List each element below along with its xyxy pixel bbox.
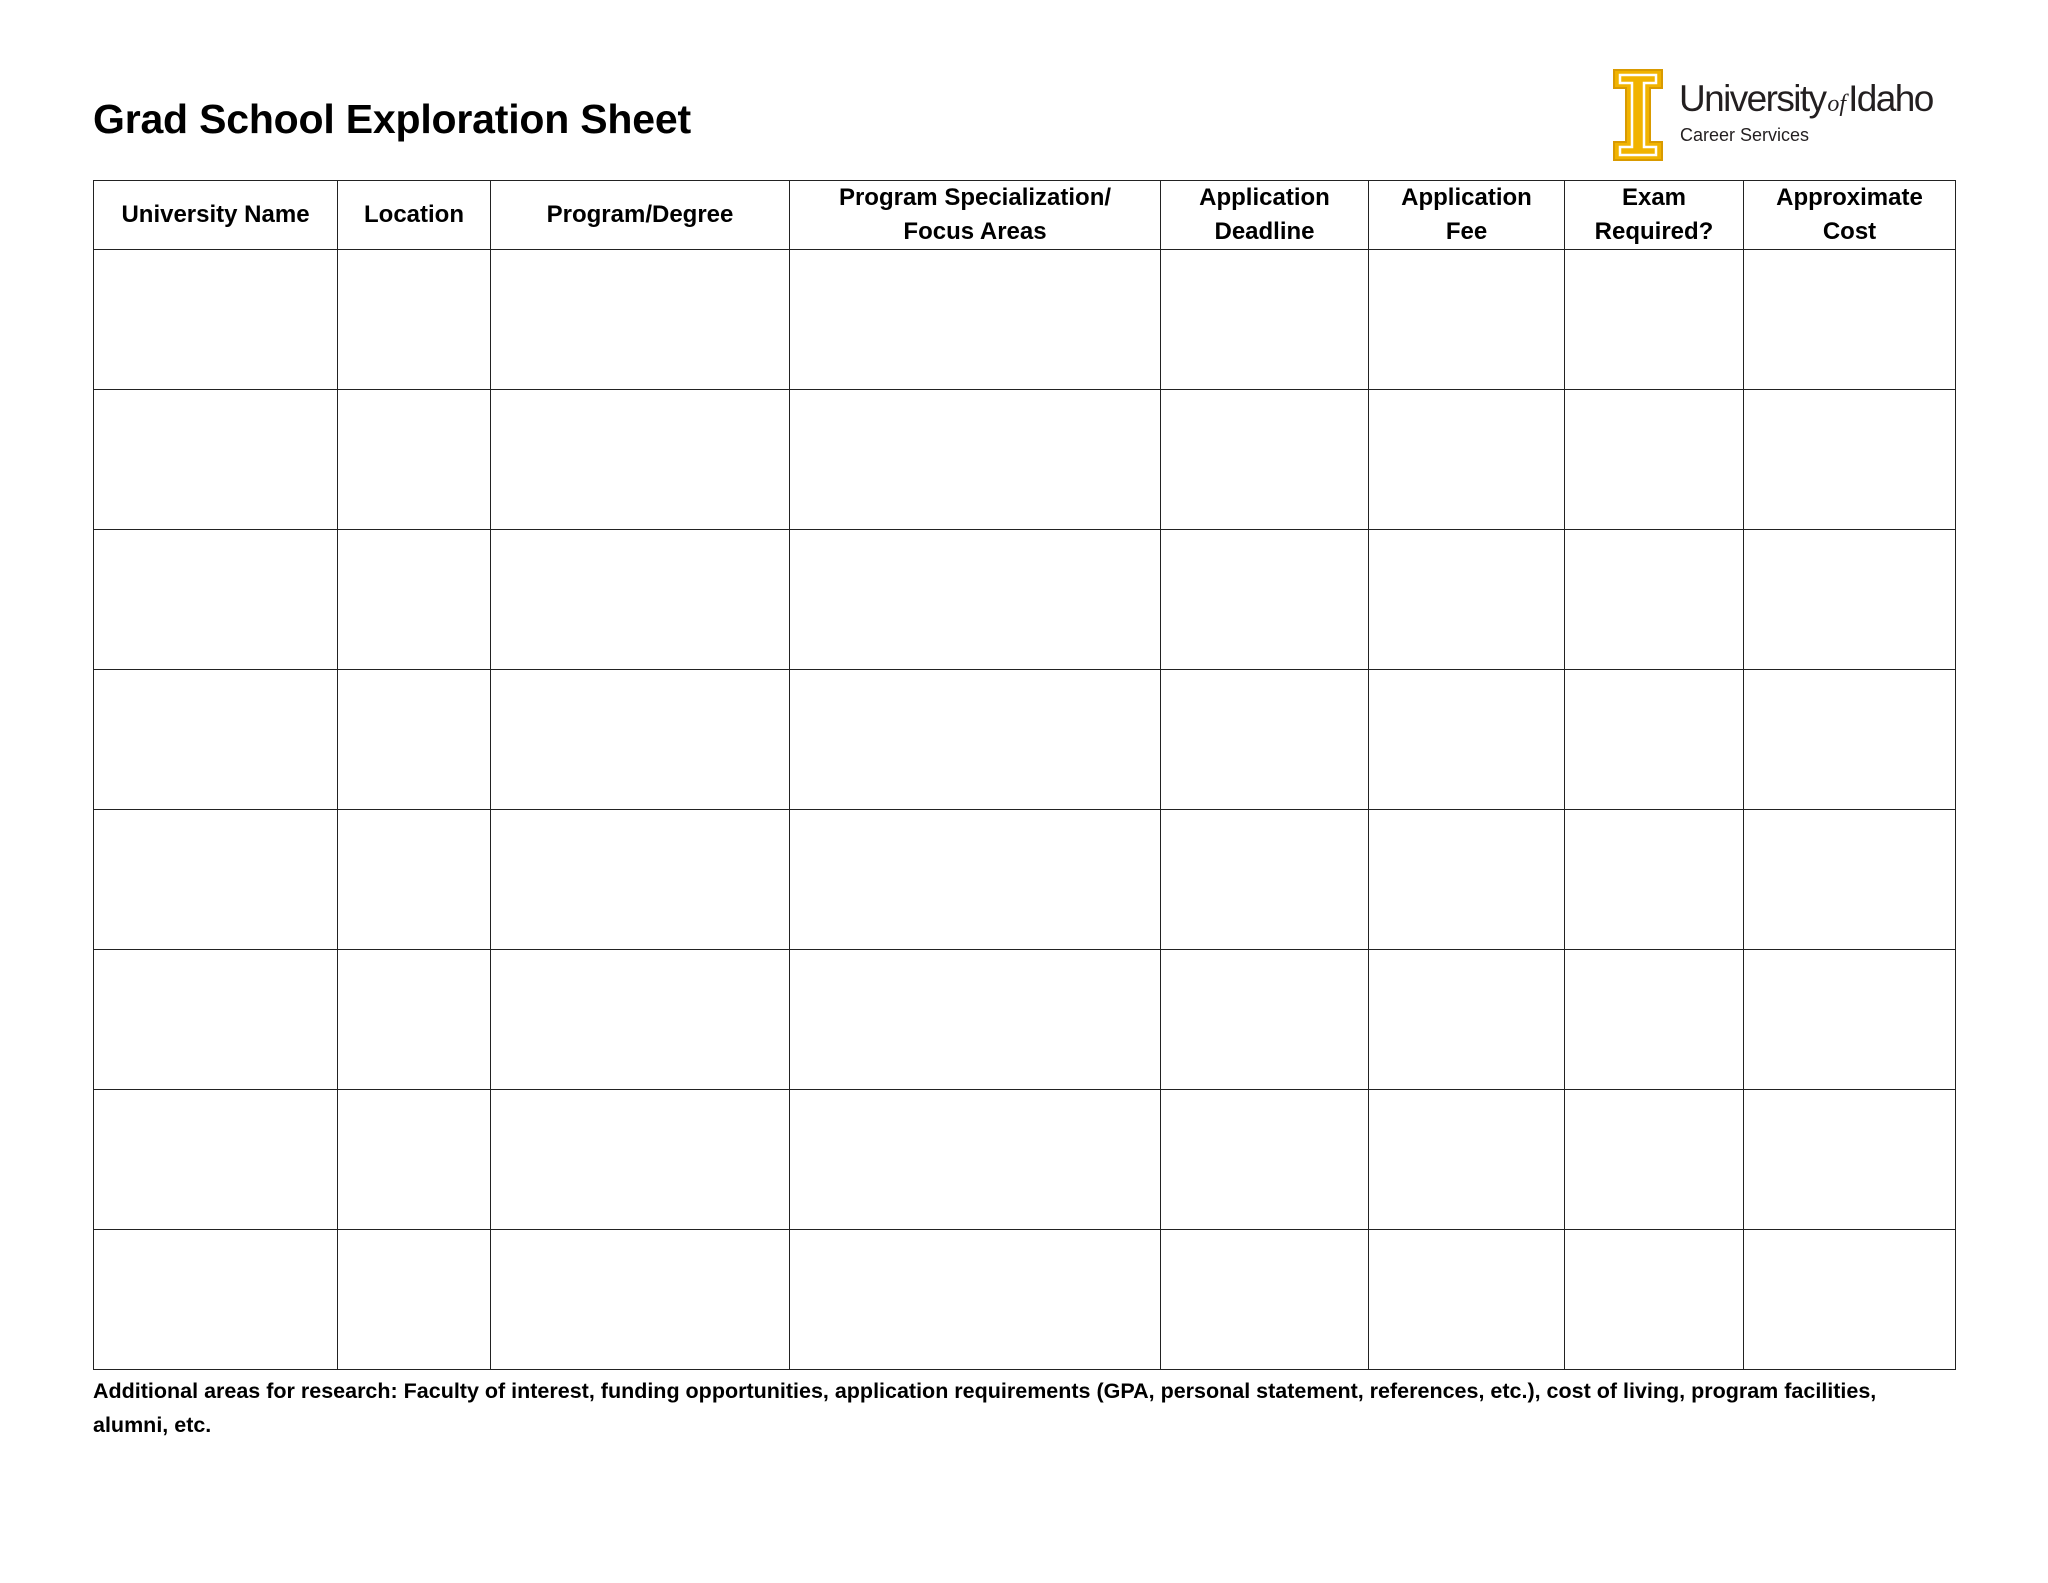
table-cell[interactable]	[1161, 1230, 1369, 1370]
table-cell[interactable]	[1565, 390, 1744, 530]
table-cell[interactable]	[1744, 390, 1956, 530]
column-header-line: Location	[364, 201, 464, 228]
column-header	[491, 181, 790, 250]
header-row	[94, 181, 1956, 250]
table-cell[interactable]	[491, 250, 790, 390]
table-cell[interactable]	[1744, 1230, 1956, 1370]
column-header-line: Cost	[1822, 218, 1877, 245]
table-cell[interactable]	[1565, 1090, 1744, 1230]
table-cell[interactable]	[1744, 670, 1956, 810]
table-cell[interactable]	[1161, 950, 1369, 1090]
table-cell[interactable]	[94, 250, 338, 390]
table-row	[94, 950, 1956, 1090]
table-cell[interactable]	[1161, 390, 1369, 530]
table-cell[interactable]	[790, 950, 1161, 1090]
table-cell[interactable]	[1744, 250, 1956, 390]
table-row	[94, 1090, 1956, 1230]
table-cell[interactable]	[1369, 1090, 1565, 1230]
table-body	[94, 250, 1956, 1370]
column-header	[1565, 181, 1744, 250]
table-cell[interactable]	[338, 950, 491, 1090]
table-cell[interactable]	[338, 390, 491, 530]
table-row	[94, 1230, 1956, 1370]
table-cell[interactable]	[1744, 530, 1956, 670]
table-cell[interactable]	[1161, 810, 1369, 950]
table-cell[interactable]	[491, 950, 790, 1090]
table-cell[interactable]	[338, 670, 491, 810]
table-cell[interactable]	[1565, 950, 1744, 1090]
table-row	[94, 390, 1956, 530]
column-header-line: Focus Areas	[903, 218, 1047, 245]
table-row	[94, 810, 1956, 950]
table-cell[interactable]	[1369, 1230, 1565, 1370]
table-cell[interactable]	[1369, 250, 1565, 390]
table-row	[94, 530, 1956, 670]
table-cell[interactable]	[1565, 250, 1744, 390]
table-cell[interactable]	[491, 810, 790, 950]
table-row	[94, 670, 1956, 810]
column-header-line: Required?	[1594, 218, 1714, 245]
exploration-table	[93, 180, 1956, 1370]
table-cell[interactable]	[94, 390, 338, 530]
table-cell[interactable]	[338, 810, 491, 950]
logo-name-end: Idaho	[1848, 78, 1933, 119]
column-header-line: Approximate	[1776, 184, 1923, 211]
table-cell[interactable]	[491, 530, 790, 670]
column-header-line: Deadline	[1214, 218, 1315, 245]
table-cell[interactable]	[491, 1090, 790, 1230]
column-header-line: Application	[1199, 184, 1330, 211]
table-cell[interactable]	[1369, 670, 1565, 810]
table-cell[interactable]	[1744, 950, 1956, 1090]
table-cell[interactable]	[790, 810, 1161, 950]
table-cell[interactable]	[94, 950, 338, 1090]
logo-subtitle: Career Services	[1680, 125, 1810, 145]
table-cell[interactable]	[1565, 530, 1744, 670]
table-cell[interactable]	[1369, 810, 1565, 950]
table-cell[interactable]	[94, 530, 338, 670]
table-cell[interactable]	[94, 1230, 338, 1370]
table-cell[interactable]	[1161, 530, 1369, 670]
table-cell[interactable]	[1369, 950, 1565, 1090]
column-header	[1744, 181, 1956, 250]
table-cell[interactable]	[1565, 670, 1744, 810]
table-cell[interactable]	[491, 390, 790, 530]
table-cell[interactable]	[94, 1090, 338, 1230]
table-cell[interactable]	[338, 530, 491, 670]
column-header-line: Exam	[1621, 184, 1687, 211]
column-header-line: University Name	[121, 201, 310, 228]
column-header	[338, 181, 491, 250]
table-cell[interactable]	[94, 810, 338, 950]
table-cell[interactable]	[1565, 810, 1744, 950]
logo-name-of: of	[1827, 91, 1847, 117]
table-row	[94, 250, 1956, 390]
table-cell[interactable]	[790, 530, 1161, 670]
column-header-line: Program Specialization/	[838, 184, 1112, 211]
table-cell[interactable]	[1744, 1090, 1956, 1230]
column-header	[94, 181, 338, 250]
university-logo	[1612, 68, 1962, 162]
column-header-line: Program/Degree	[546, 201, 734, 228]
column-header-line: Application	[1401, 184, 1532, 211]
table-cell[interactable]	[790, 250, 1161, 390]
logo-wordmark	[1679, 78, 1933, 120]
table-cell[interactable]	[338, 1230, 491, 1370]
table-cell[interactable]	[338, 250, 491, 390]
table-cell[interactable]	[790, 390, 1161, 530]
table-cell[interactable]	[790, 1090, 1161, 1230]
table-cell[interactable]	[1565, 1230, 1744, 1370]
table-cell[interactable]	[1369, 390, 1565, 530]
table-cell[interactable]	[790, 1230, 1161, 1370]
table-cell[interactable]	[94, 670, 338, 810]
column-header	[1369, 181, 1565, 250]
column-header	[790, 181, 1161, 250]
column-header-line: Fee	[1445, 218, 1488, 245]
table-cell[interactable]	[790, 670, 1161, 810]
table-cell[interactable]	[1369, 530, 1565, 670]
table-cell[interactable]	[1161, 250, 1369, 390]
table-cell[interactable]	[1744, 810, 1956, 950]
table-cell[interactable]	[1161, 670, 1369, 810]
table-cell[interactable]	[491, 1230, 790, 1370]
table-cell[interactable]	[491, 670, 790, 810]
column-header	[1161, 181, 1369, 250]
table-cell[interactable]	[1161, 1090, 1369, 1230]
table-cell[interactable]	[338, 1090, 491, 1230]
university-of-idaho-i-icon	[1612, 68, 1664, 162]
page-title: Grad School Exploration Sheet	[93, 96, 691, 142]
logo-name-main: University	[1679, 78, 1826, 119]
research-footnote: Additional areas for research: Faculty of interest, funding opportunities, application requirements (GPA, personal statement, references, etc.), cost of living, program facilities, alumni, etc.	[93, 1379, 1877, 1437]
